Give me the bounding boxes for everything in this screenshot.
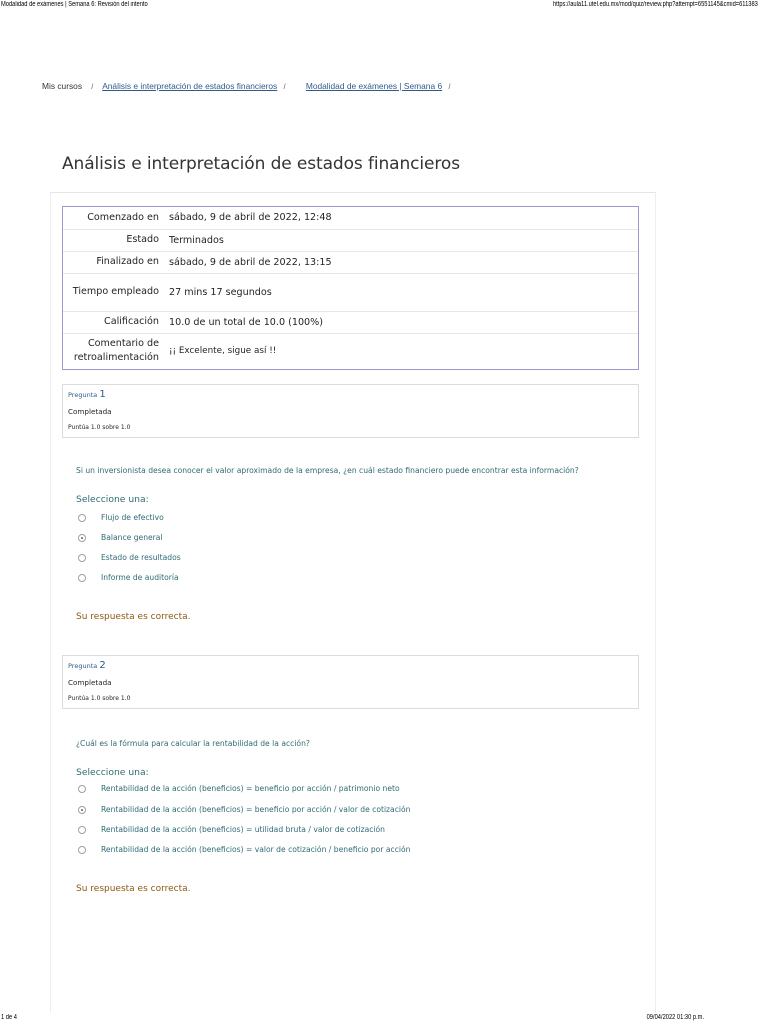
question-feedback: Su respuesta es correcta. — [76, 884, 191, 894]
question-state: Completada — [68, 407, 112, 416]
summary-row-started — [63, 207, 638, 229]
summary-value: ¡¡ Excelente, sigue así !! — [169, 346, 277, 357]
summary-row-time-taken — [63, 273, 638, 311]
radio-button[interactable] — [78, 554, 86, 562]
print-footer-page: 1 de 4 — [1, 1014, 17, 1021]
summary-row-feedback — [63, 333, 638, 369]
summary-row-grade — [63, 311, 638, 333]
summary-row-finished — [63, 251, 638, 273]
radio-button-selected[interactable] — [78, 534, 86, 542]
question-grade: Puntúa 1.0 sobre 1.0 — [68, 695, 131, 702]
radio-button[interactable] — [78, 826, 86, 834]
breadcrumb-separator: / — [283, 84, 286, 91]
question-text: Si un inversionista desea conocer el valor aproximado de la empresa, ¿en cuál estado financiero puede encontrar esta información? — [76, 466, 579, 475]
breadcrumb — [42, 81, 457, 91]
question-state: Completada — [68, 678, 112, 687]
radio-button-selected[interactable] — [78, 806, 86, 814]
breadcrumb-course-link[interactable]: Análisis e interpretación de estados financieros — [102, 81, 278, 91]
summary-label: Tiempo empleado — [72, 286, 159, 297]
summary-label: Calificación — [104, 316, 159, 327]
radio-button[interactable] — [78, 846, 86, 854]
summary-label: Comenzado en — [87, 211, 159, 223]
question-number-value: 2 — [99, 660, 106, 671]
radio-button[interactable] — [78, 514, 86, 522]
answer-option-label: Flujo de efectivo — [101, 513, 164, 522]
answer-prompt: Seleccione una: — [76, 494, 149, 505]
print-header-title: Modalidad de exámenes | Semana 6: Revisión del intento — [1, 1, 148, 8]
summary-value: Terminados — [169, 234, 224, 246]
answer-option-label: Rentabilidad de la acción (beneficios) = beneficio por acción / patrimonio neto — [101, 784, 400, 793]
question-text: ¿Cuál es la fórmula para calcular la rentabilidad de la acción? — [76, 739, 310, 748]
summary-value: sábado, 9 de abril de 2022, 13:15 — [169, 256, 332, 268]
question-info-1 — [62, 384, 639, 438]
summary-row-state — [63, 229, 638, 251]
question-number — [68, 389, 106, 400]
question-feedback: Su respuesta es correcta. — [76, 612, 191, 622]
summary-value: sábado, 9 de abril de 2022, 12:48 — [169, 212, 332, 224]
question-label: Pregunta — [68, 391, 98, 399]
answer-option-label: Informe de auditoría — [101, 573, 179, 582]
summary-label: Comentario de retroalimentación — [73, 338, 159, 364]
attempt-summary — [62, 206, 639, 370]
print-footer — [0, 1012, 768, 1024]
question-number — [68, 660, 106, 671]
print-header — [0, 0, 768, 12]
breadcrumb-separator: / — [91, 84, 94, 91]
question-label: Pregunta — [68, 662, 98, 670]
question-info-2 — [62, 655, 639, 709]
radio-button[interactable] — [78, 785, 86, 793]
summary-value: 27 mins 17 segundos — [169, 286, 272, 298]
answer-option-label: Rentabilidad de la acción (beneficios) = utilidad bruta / valor de cotización — [101, 825, 385, 834]
summary-label: Finalizado en — [96, 256, 159, 267]
breadcrumb-quiz-link[interactable]: Modalidad de exámenes | Semana 6 — [305, 81, 443, 91]
answer-option-label: Balance general — [101, 533, 163, 542]
summary-value: 10.0 de un total de 10.0 (100%) — [169, 316, 324, 328]
page-title: Análisis e interpretación de estados financieros — [62, 154, 460, 175]
breadcrumb-home[interactable]: Mis cursos — [42, 81, 83, 91]
radio-button[interactable] — [78, 574, 86, 582]
breadcrumb-separator: / — [448, 84, 451, 91]
print-footer-datetime: 09/04/2022 01:30 p.m. — [646, 1014, 704, 1021]
print-header-url: https://aula11.utel.edu.mx/mod/quiz/review.php?attempt=6551145&cmid=611383 — [553, 1, 758, 8]
answer-option-label: Estado de resultados — [101, 553, 181, 562]
question-number-value: 1 — [99, 389, 106, 400]
answer-option-label: Rentabilidad de la acción (beneficios) = beneficio por acción / valor de cotización — [101, 805, 411, 814]
answer-prompt: Seleccione una: — [76, 767, 149, 778]
summary-table — [63, 207, 638, 369]
summary-label: Estado — [126, 234, 159, 245]
answer-option-label: Rentabilidad de la acción (beneficios) = valor de cotización / beneficio por acción — [101, 845, 411, 854]
question-grade: Puntúa 1.0 sobre 1.0 — [68, 424, 131, 431]
